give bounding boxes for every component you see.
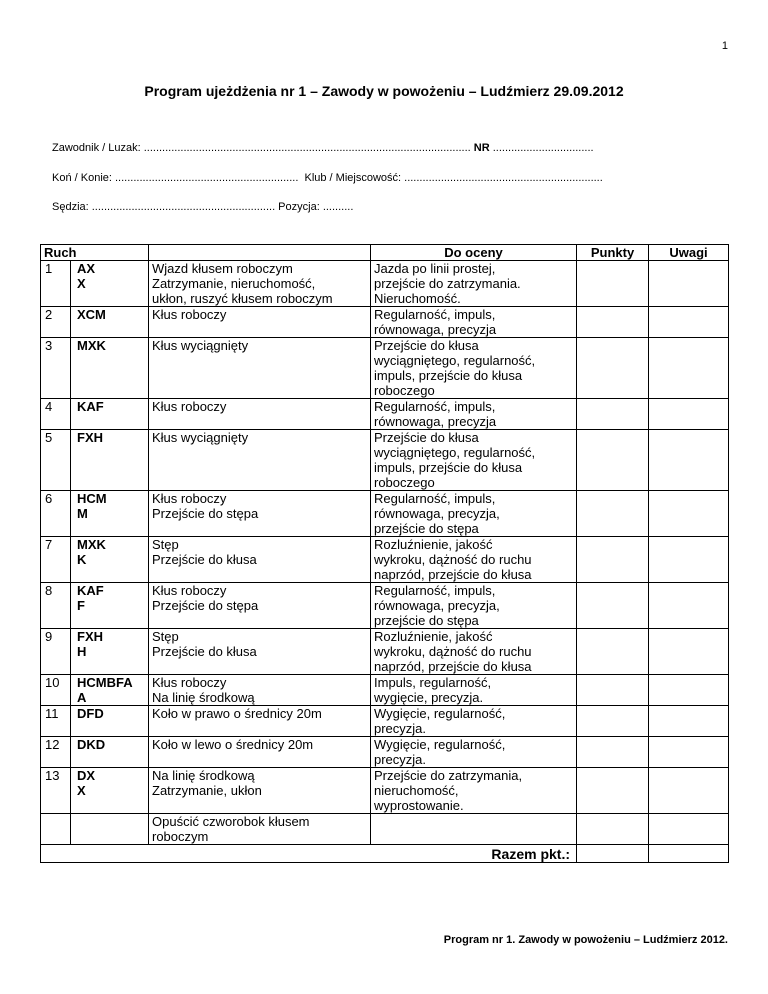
move-description: Kłus roboczy xyxy=(149,307,371,338)
table-row xyxy=(41,706,729,737)
remarks-cell[interactable] xyxy=(649,307,729,338)
total-blank-cell xyxy=(649,845,729,863)
move-number: 4 xyxy=(41,399,71,430)
evaluation-criteria: Rozluźnienie, jakość wykroku, dążność do ruchu naprzód, przejście do kłusa xyxy=(371,537,577,583)
rider-blank[interactable]: ........................................................................................................... xyxy=(143,142,471,154)
header-do-oceny: Do oceny xyxy=(371,245,577,261)
move-description: Stęp Przejście do kłusa xyxy=(149,629,371,675)
page-title: Program ujeżdżenia nr 1 – Zawody w powożeniu – Ludźmierz 29.09.2012 xyxy=(144,83,624,99)
table-row xyxy=(41,737,729,768)
table-row xyxy=(41,583,729,629)
move-number: 2 xyxy=(41,307,71,338)
position-blank[interactable]: .......... xyxy=(322,201,354,213)
remarks-cell[interactable] xyxy=(649,261,729,307)
evaluation-criteria: Przejście do kłusa wyciągniętego, regularność, impuls, przejście do kłusa roboczego xyxy=(371,338,577,399)
table-row xyxy=(41,814,729,845)
judge-field xyxy=(52,201,353,213)
remarks-cell[interactable] xyxy=(649,430,729,491)
move-letters: DKD xyxy=(71,737,149,768)
move-letters: DX X xyxy=(71,768,149,814)
horse-label: Koń / Konie: xyxy=(52,172,115,184)
move-letters: HCM M xyxy=(71,491,149,537)
move-number: 6 xyxy=(41,491,71,537)
total-label: Razem pkt.: xyxy=(41,845,577,863)
table-row xyxy=(41,629,729,675)
points-cell[interactable] xyxy=(577,583,649,629)
move-number xyxy=(41,814,71,845)
nr-label: NR xyxy=(470,142,493,154)
move-description: Kłus roboczy Przejście do stępa xyxy=(149,583,371,629)
evaluation-criteria: Regularność, impuls, równowaga, precyzja xyxy=(371,399,577,430)
remarks-cell[interactable] xyxy=(649,737,729,768)
move-letters: FXH xyxy=(71,430,149,491)
move-description: Opuścić czworobok kłusem roboczym xyxy=(149,814,371,845)
remarks-cell[interactable] xyxy=(649,399,729,430)
remarks-cell[interactable] xyxy=(649,675,729,706)
move-number: 3 xyxy=(41,338,71,399)
header-row xyxy=(41,245,729,261)
evaluation-criteria: Przejście do kłusa wyciągniętego, regularność, impuls, przejście do kłusa roboczego xyxy=(371,430,577,491)
move-number: 7 xyxy=(41,537,71,583)
horse-field xyxy=(52,172,603,184)
points-cell[interactable] xyxy=(577,307,649,338)
points-cell[interactable] xyxy=(577,737,649,768)
move-description: Kłus roboczy Przejście do stępa xyxy=(149,491,371,537)
points-cell[interactable] xyxy=(577,814,649,845)
evaluation-criteria: Przejście do zatrzymania, nieruchomość, wyprostowanie. xyxy=(371,768,577,814)
move-number: 13 xyxy=(41,768,71,814)
evaluation-criteria xyxy=(371,814,577,845)
move-description: Na linię środkową Zatrzymanie, ukłon xyxy=(149,768,371,814)
club-blank[interactable]: ................................................................. xyxy=(404,172,603,184)
rider-field xyxy=(52,142,594,154)
total-points-cell[interactable] xyxy=(577,845,649,863)
move-letters: FXH H xyxy=(71,629,149,675)
move-letters: KAF F xyxy=(71,583,149,629)
points-cell[interactable] xyxy=(577,491,649,537)
position-label: Pozycja: xyxy=(275,201,323,213)
table-row xyxy=(41,261,729,307)
points-cell[interactable] xyxy=(577,261,649,307)
move-letters: HCMBFA A xyxy=(71,675,149,706)
page-number: 1 xyxy=(721,40,728,52)
move-description: Kłus wyciągnięty xyxy=(149,430,371,491)
remarks-cell[interactable] xyxy=(649,706,729,737)
points-cell[interactable] xyxy=(577,338,649,399)
total-row xyxy=(41,845,729,863)
points-cell[interactable] xyxy=(577,706,649,737)
header-blank xyxy=(149,245,371,261)
move-description: Kłus wyciągnięty xyxy=(149,338,371,399)
remarks-cell[interactable] xyxy=(649,768,729,814)
move-number: 10 xyxy=(41,675,71,706)
move-number: 8 xyxy=(41,583,71,629)
remarks-cell[interactable] xyxy=(649,491,729,537)
horse-blank[interactable]: ............................................................ xyxy=(115,172,299,184)
evaluation-criteria: Regularność, impuls, równowaga, precyzja xyxy=(371,307,577,338)
evaluation-criteria: Regularność, impuls, równowaga, precyzja, przejście do stępa xyxy=(371,491,577,537)
move-description: Kłus roboczy xyxy=(149,399,371,430)
remarks-cell[interactable] xyxy=(649,629,729,675)
header-punkty: Punkty xyxy=(577,245,649,261)
remarks-cell[interactable] xyxy=(649,814,729,845)
header-ruch: Ruch xyxy=(41,245,149,261)
evaluation-criteria: Wygięcie, regularność, precyzja. xyxy=(371,706,577,737)
move-description: Koło w lewo o średnicy 20m xyxy=(149,737,371,768)
table-row xyxy=(41,491,729,537)
judge-label: Sędzia: xyxy=(52,201,92,213)
points-cell[interactable] xyxy=(577,537,649,583)
move-letters xyxy=(71,814,149,845)
move-number: 12 xyxy=(41,737,71,768)
move-number: 9 xyxy=(41,629,71,675)
move-number: 11 xyxy=(41,706,71,737)
evaluation-criteria: Impuls, regularność, wygięcie, precyzja. xyxy=(371,675,577,706)
dressage-table xyxy=(40,244,729,863)
rider-label: Zawodnik / Luzak: xyxy=(52,142,144,154)
table-row xyxy=(41,430,729,491)
move-letters: MXK K xyxy=(71,537,149,583)
points-cell[interactable] xyxy=(577,675,649,706)
points-cell[interactable] xyxy=(577,629,649,675)
club-label: Klub / Miejscowość: xyxy=(298,172,405,184)
move-number: 5 xyxy=(41,430,71,491)
evaluation-criteria: Regularność, impuls, równowaga, precyzja, przejście do stępa xyxy=(371,583,577,629)
judge-blank[interactable]: ............................................................ xyxy=(91,201,276,213)
nr-blank[interactable]: ................................. xyxy=(492,142,594,154)
move-description: Koło w prawo o średnicy 20m xyxy=(149,706,371,737)
table-row xyxy=(41,537,729,583)
remarks-cell[interactable] xyxy=(649,537,729,583)
evaluation-criteria: Rozluźnienie, jakość wykroku, dążność do ruchu naprzód, przejście do kłusa xyxy=(371,629,577,675)
move-description: Stęp Przejście do kłusa xyxy=(149,537,371,583)
move-letters: DFD xyxy=(71,706,149,737)
page-footer: Program nr 1. Zawody w powożeniu – Ludźmierz 2012. xyxy=(443,934,728,946)
move-letters: AX X xyxy=(71,261,149,307)
move-description: Kłus roboczy Na linię środkową xyxy=(149,675,371,706)
table-row xyxy=(41,307,729,338)
table-row xyxy=(41,338,729,399)
move-number: 1 xyxy=(41,261,71,307)
points-cell[interactable] xyxy=(577,399,649,430)
table-row xyxy=(41,675,729,706)
remarks-cell[interactable] xyxy=(649,338,729,399)
table-row xyxy=(41,399,729,430)
points-cell[interactable] xyxy=(577,430,649,491)
points-cell[interactable] xyxy=(577,768,649,814)
header-uwagi: Uwagi xyxy=(649,245,729,261)
move-letters: KAF xyxy=(71,399,149,430)
evaluation-criteria: Jazda po linii prostej, przejście do zatrzymania. Nieruchomość. xyxy=(371,261,577,307)
table-row xyxy=(41,768,729,814)
evaluation-criteria: Wygięcie, regularność, precyzja. xyxy=(371,737,577,768)
remarks-cell[interactable] xyxy=(649,583,729,629)
move-letters: MXK xyxy=(71,338,149,399)
move-letters: XCM xyxy=(71,307,149,338)
move-description: Wjazd kłusem roboczym Zatrzymanie, nieruchomość, ukłon, ruszyć kłusem roboczym xyxy=(149,261,371,307)
